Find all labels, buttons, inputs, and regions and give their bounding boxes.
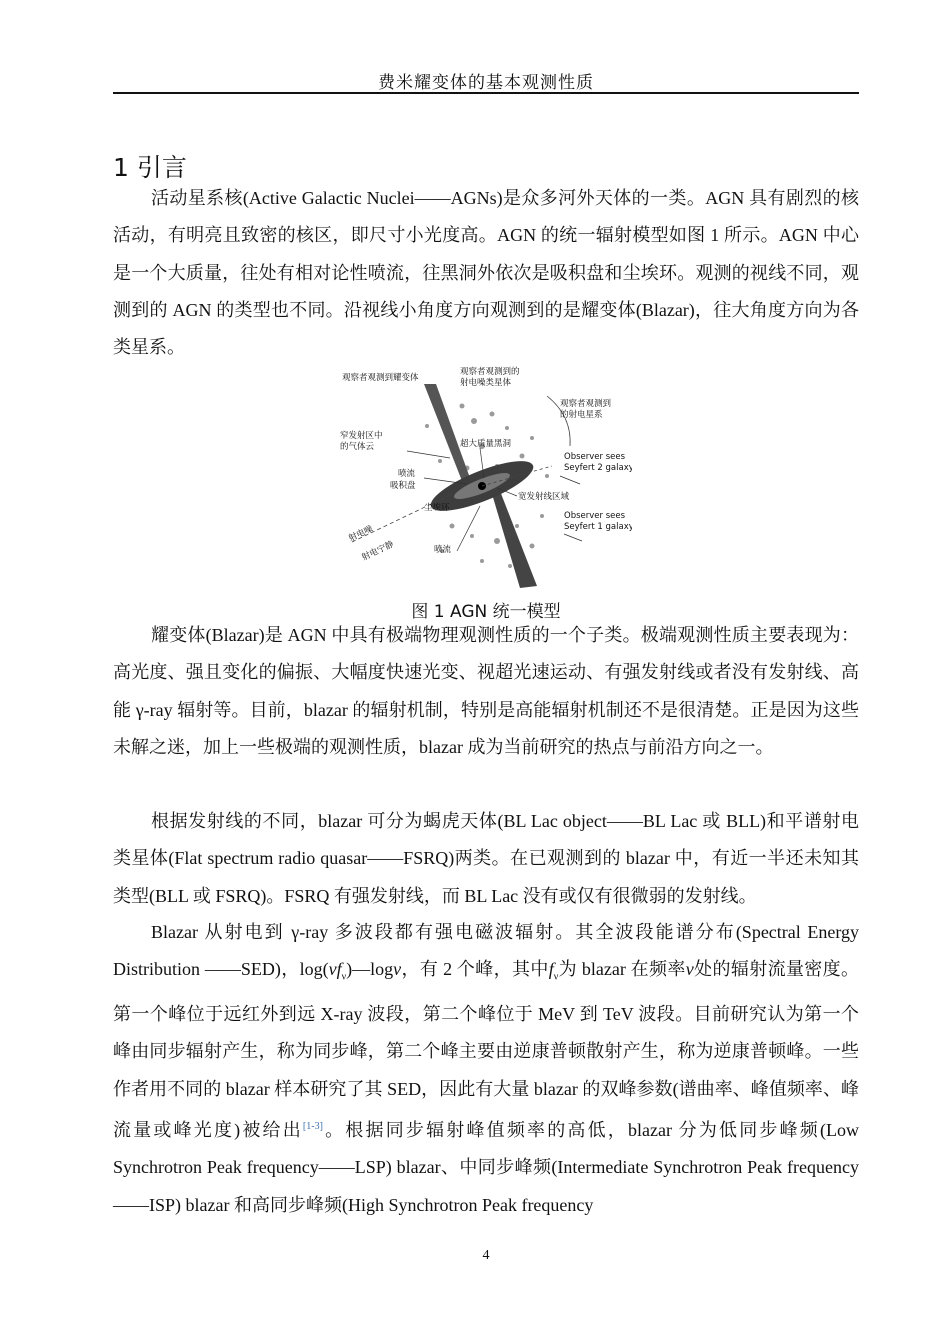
p4-nu-sub: ν bbox=[341, 971, 347, 983]
p4-text-a: Blazar 从射电到 γ-ray 多波段都有强电磁波辐射。其全波段能谱分布(Spectral Energy Distribution ——SED)，log( bbox=[113, 922, 859, 980]
label-jet-bottom: 喷流 bbox=[434, 545, 452, 555]
label-accretion-disk: 吸积盘 bbox=[390, 481, 416, 491]
p4-text-e: 处的辐射流量密度。第一个峰位于远红外到远 X-ray 波段，第二个峰位于 MeV 到 TeV 波段。目前研究认为第一个峰由同步辐射产生，称为同步峰，第二个峰主要由逆康普顿散射产生，称为逆康普顿峰。一些作者用不同的 blazar 样本研究了其 SED，因此有大量 blazar 的双峰参数(谱曲率、峰值频率、峰流量或峰光度)被给出 bbox=[113, 959, 860, 1141]
section-title bbox=[113, 148, 187, 184]
p4-text-c: ，有 2 个峰，其中 bbox=[401, 959, 549, 980]
paragraph-1: 活动星系核(Active Galactic Nuclei——AGNs)是众多河外天体的一类。AGN 具有剧烈的核活动，有明亮且致密的核区，即尺寸小光度高。AGN 的统一辐射模型如图 1 所示。AGN 中心是一个大质量，往处有相对论性喷流，往黑洞外依次是吸积盘和尘埃环。观测的视线不同，观测到的 AGN 的类型也不同。沿视线小角度方向观测到的是耀变体(Blazar)，往大角度方向为各类星系。 bbox=[113, 188, 859, 358]
p4-nu: ν bbox=[393, 959, 402, 980]
label-smbh: 超大质量黑洞 bbox=[460, 439, 512, 449]
label-radio-quiet-observer-1: 观察者观测到的 bbox=[460, 367, 520, 377]
label-radio-loud: 射电噪 bbox=[347, 524, 375, 544]
paragraph-2: 耀变体(Blazar)是 AGN 中具有极端物理观测性质的一个子类。极端观测性质主要表现为：高光度、强且变化的偏振、大幅度快速光变、视超光速运动、有强发射线或者没有发射线、高能 γ-ray 辐射等。目前，blazar 的辐射机制，特别是高能辐射机制还不是很清楚。正是因为这些未解之迷，加上一些极端的观测性质，blazar 成为当前研究的热点与前沿方向之一。 bbox=[113, 625, 859, 757]
upper-jet bbox=[424, 384, 470, 481]
paragraph-4 bbox=[113, 914, 859, 1224]
label-broad-line: 宽发射线区域 bbox=[518, 492, 570, 502]
p4-text-b: )—log bbox=[346, 959, 394, 980]
label-narrow-line-2: 的气体云 bbox=[340, 442, 375, 452]
label-radio-galaxy-observer-1: 观察者观测到 bbox=[560, 399, 612, 409]
label-radio-quiet-observer-2: 射电噪类星体 bbox=[460, 378, 512, 388]
header-rule bbox=[113, 92, 859, 94]
figure-caption: 图 1 AGN 统一模型 bbox=[411, 602, 561, 622]
p4-f: f bbox=[548, 959, 554, 980]
label-radio-galaxy-observer-2: 的射电星系 bbox=[560, 410, 603, 420]
running-header: 费米耀变体的基本观测性质 bbox=[378, 73, 594, 92]
label-seyfert2-2: Seyfert 2 galaxy bbox=[564, 463, 632, 473]
page-number: 4 bbox=[482, 1248, 490, 1263]
label-narrow-line-1: 窄发射区中 bbox=[340, 431, 383, 441]
p4-nu-f: νf bbox=[328, 959, 342, 980]
p4-f-sub: ν bbox=[553, 971, 559, 983]
label-radio-quiet: 射电宁静 bbox=[360, 539, 396, 564]
label-jet: 喷流 bbox=[398, 469, 416, 479]
label-seyfert1-1: Observer sees bbox=[564, 511, 626, 521]
label-dust-torus: 尘埃环 bbox=[424, 503, 450, 513]
paragraph-3: 根据发射线的不同，blazar 可分为蝎虎天体(BL Lac object——BL Lac 或 BLL)和平谱射电类星体(Flat spectrum radio quasar——FSRQ)两类。在已观测到的 blazar 中，有近一半还未知其类型(BLL 或 FSRQ)。FSRQ 有强发射线，而 BL Lac 没有或仅有很微弱的发射线。 bbox=[113, 811, 859, 906]
label-blazar-observer: 观察者观测到耀变体 bbox=[342, 373, 419, 383]
p4-text-g: 。根据同步辐射峰值频率的高低，blazar 分为低同步峰频(Low Synchrotron Peak frequency——LSP) blazar、中同步峰频(Intermediate Synchrotron Peak frequency——ISP) blazar 和高同步峰频(High Synchrotron Peak frequency bbox=[113, 1120, 859, 1215]
label-seyfert1-2: Seyfert 1 galaxy bbox=[564, 522, 632, 532]
section-number: 1 bbox=[113, 153, 129, 182]
agn-unified-model-figure bbox=[332, 366, 632, 592]
label-seyfert2-1: Observer sees bbox=[564, 452, 626, 462]
agn-diagram bbox=[332, 366, 632, 592]
section-heading: 引言 bbox=[136, 153, 187, 182]
citation-link[interactable]: [1-3] bbox=[302, 1121, 323, 1133]
p4-text-d: 为 blazar 在频率 bbox=[558, 959, 686, 980]
p4-nu-2: ν bbox=[685, 959, 694, 980]
